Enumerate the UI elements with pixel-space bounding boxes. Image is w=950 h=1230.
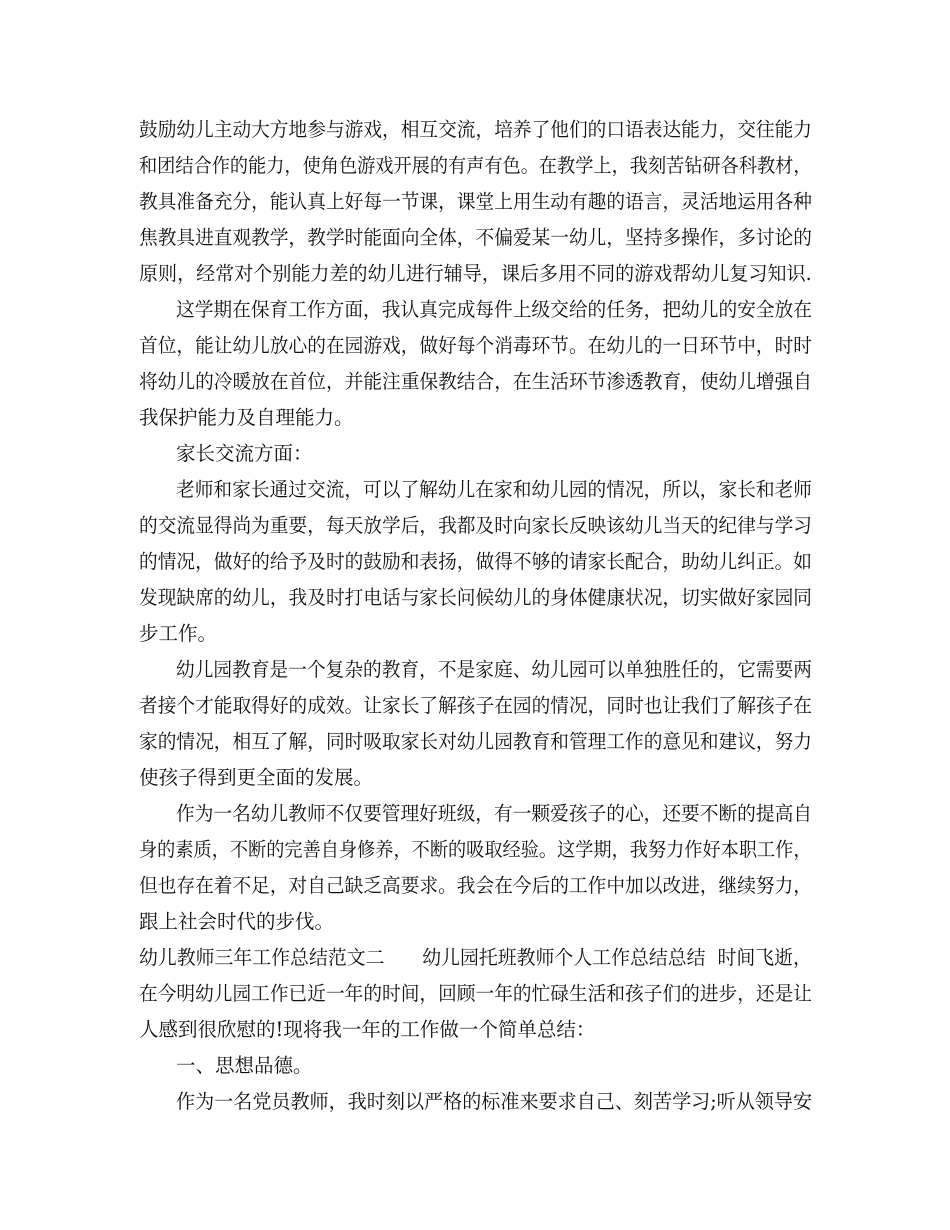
text-line: 原则，经常对个别能力差的幼儿进行辅导，课后多用不同的游戏帮幼儿复习知识. [139,262,812,285]
text-line: 使孩子得到更全面的发展。 [139,766,374,789]
text-line: 将幼儿的冷暖放在首位，并能注重保教结合，在生活环节渗透教育，使幼儿增强自 [139,370,813,393]
section-heading: 一、思想品德。 [176,1054,313,1077]
text-line: 但也存在着不足，对自己缺乏高要求。我会在今后的工作中加以改进，继续努力， [139,874,813,897]
article-title-line: 幼儿教师三年工作总结范文二 幼儿园托班教师个人工作总结总结 时间飞逝， [139,946,812,969]
text-line: 的情况，做好的给予及时的鼓励和表扬，做得不够的请家长配合，助幼儿纠正。如 [139,550,813,573]
text-line: 人感到很欣慰的!现将我一年的工作做一个简单总结： [139,1018,596,1041]
paragraph-first-line: 作为一名幼儿教师不仅要管理好班级，有一颗爱孩子的心，还要不断的提高自 [176,802,813,825]
paragraph-first-line: 这学期在保育工作方面，我认真完成每件上级交给的任务，把幼儿的安全放在 [176,298,813,321]
text-line: 家的情况，相互了解，同时吸取家长对幼儿园教育和管理工作的意见和建议，努力 [139,730,813,753]
text-line: 鼓励幼儿主动大方地参与游戏，相互交流，培养了他们的口语表达能力，交往能力 [139,118,813,141]
text-line: 和团结合作的能力，使角色游戏开展的有声有色。在教学上，我刻苦钻研各科教材， [139,154,812,177]
text-line: 者接个才能取得好的成效。让家长了解孩子在园的情况，同时也让我们了解孩子在 [139,694,813,717]
text-line: 的交流显得尚为重要，每天放学后，我都及时向家长反映该幼儿当天的纪律与学习 [139,514,813,537]
text-line: 跟上社会时代的步伐。 [139,910,335,933]
text-line: 身的素质，不断的完善自身修养，不断的吸取经验。这学期，我努力作好本职工作， [139,838,812,861]
text-line: 我保护能力及自理能力。 [139,406,354,429]
paragraph-first-line: 老师和家长通过交流，可以了解幼儿在家和幼儿园的情况，所以，家长和老师 [176,478,813,501]
paragraph-first-line: 幼儿园教育是一个复杂的教育，不是家庭、幼儿园可以单独胜任的，它需要两 [176,658,813,681]
section-heading: 家长交流方面： [176,442,313,465]
text-line: 教具准备充分，能认真上好每一节课，课堂上用生动有趣的语言，灵活地运用各种 [139,190,813,213]
paragraph-first-line: 作为一名党员教师，我时刻以严格的标准来要求自己、刻苦学习;听从领导安 [176,1090,813,1113]
text-line: 首位，能让幼儿放心的在园游戏，做好每个消毒环节。在幼儿的一日环节中，时时 [139,334,813,357]
text-line: 步工作。 [139,622,218,645]
text-line: 发现缺席的幼儿，我及时打电话与家长问候幼儿的身体健康状况，切实做好家园同 [139,586,813,609]
text-line: 在今明幼儿园工作已近一年的时间，回顾一年的忙碌生活和孩子们的进步，还是让 [139,982,813,1005]
text-line: 焦教具进直观教学，教学时能面向全体，不偏爱某一幼儿，坚持多操作，多讨论的 [139,226,813,249]
